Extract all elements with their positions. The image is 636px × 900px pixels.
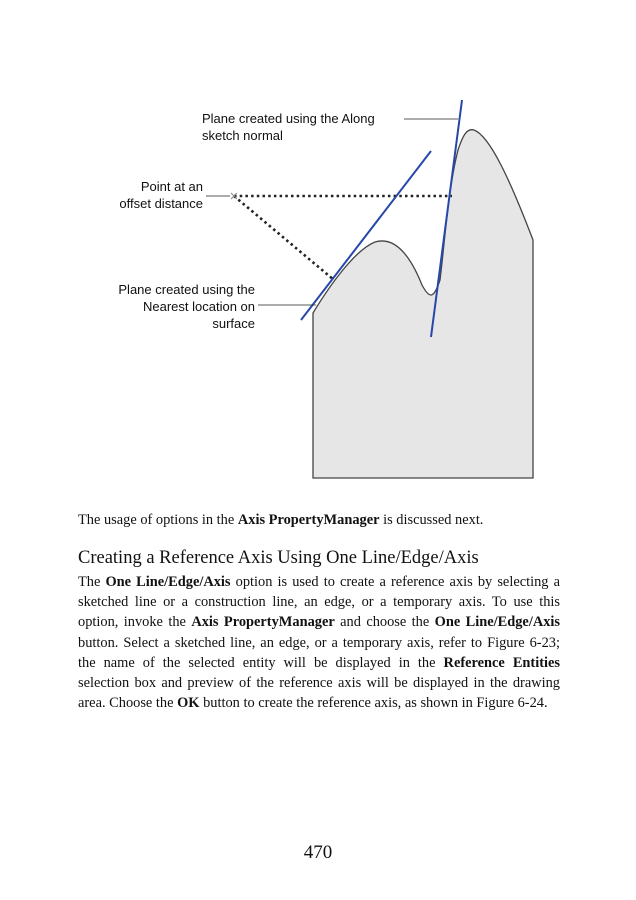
callout-along-line1: Plane created using the Along xyxy=(202,111,375,126)
callout-nearest-location xyxy=(118,281,255,332)
callout-nearest-line3: surface xyxy=(212,316,255,331)
para-bold-4: Reference Entities xyxy=(443,654,560,671)
para-text-6: button to create the reference axis, as shown in Figure 6-24. xyxy=(199,695,548,712)
callout-point-line2: offset distance xyxy=(119,196,203,211)
para-bold-2: Axis PropertyManager xyxy=(191,614,335,631)
callout-nearest-line2: Nearest location on xyxy=(142,299,255,314)
callout-along-line2: sketch normal xyxy=(202,128,283,143)
para-bold-5: OK xyxy=(177,695,200,712)
para-bold-1: One Line/Edge/Axis xyxy=(105,574,231,590)
para-text-4: button. Select a sketched line, an edge, or a temporary axis, refer to Figure 6-23; the name of the selected entity will be displayed in the xyxy=(78,634,560,671)
para-text-1: The xyxy=(78,574,106,590)
intro-text-before: The usage of options in the xyxy=(78,512,238,528)
intro-bold-term: Axis PropertyManager xyxy=(237,512,380,528)
surface-body xyxy=(313,130,533,478)
page-number: 470 xyxy=(303,842,333,863)
callout-nearest-line1: Plane created using the xyxy=(118,282,255,297)
para-text-2: option is used to create a reference axis by selecting a sketched line or a construction line, an edge, or a temporary axis. To use this option, invoke the xyxy=(78,574,560,631)
callout-point-line1: Point at an xyxy=(140,179,203,194)
section-paragraph xyxy=(78,572,560,713)
section-heading: Creating a Reference Axis Using One Line/Edge/Axis xyxy=(78,548,479,568)
dotted-line-diagonal xyxy=(234,196,334,280)
para-text-3: and choose the xyxy=(334,614,435,631)
callout-offset-point xyxy=(119,178,203,212)
intro-text-after: is discussed next. xyxy=(379,512,484,528)
para-bold-3: One Line/Edge/Axis xyxy=(434,614,561,631)
intro-paragraph xyxy=(78,510,560,530)
para-text-5: selection box and preview of the reference axis will be displayed in the drawing area. Choose the xyxy=(78,675,560,712)
callout-along-sketch-normal xyxy=(202,110,375,144)
